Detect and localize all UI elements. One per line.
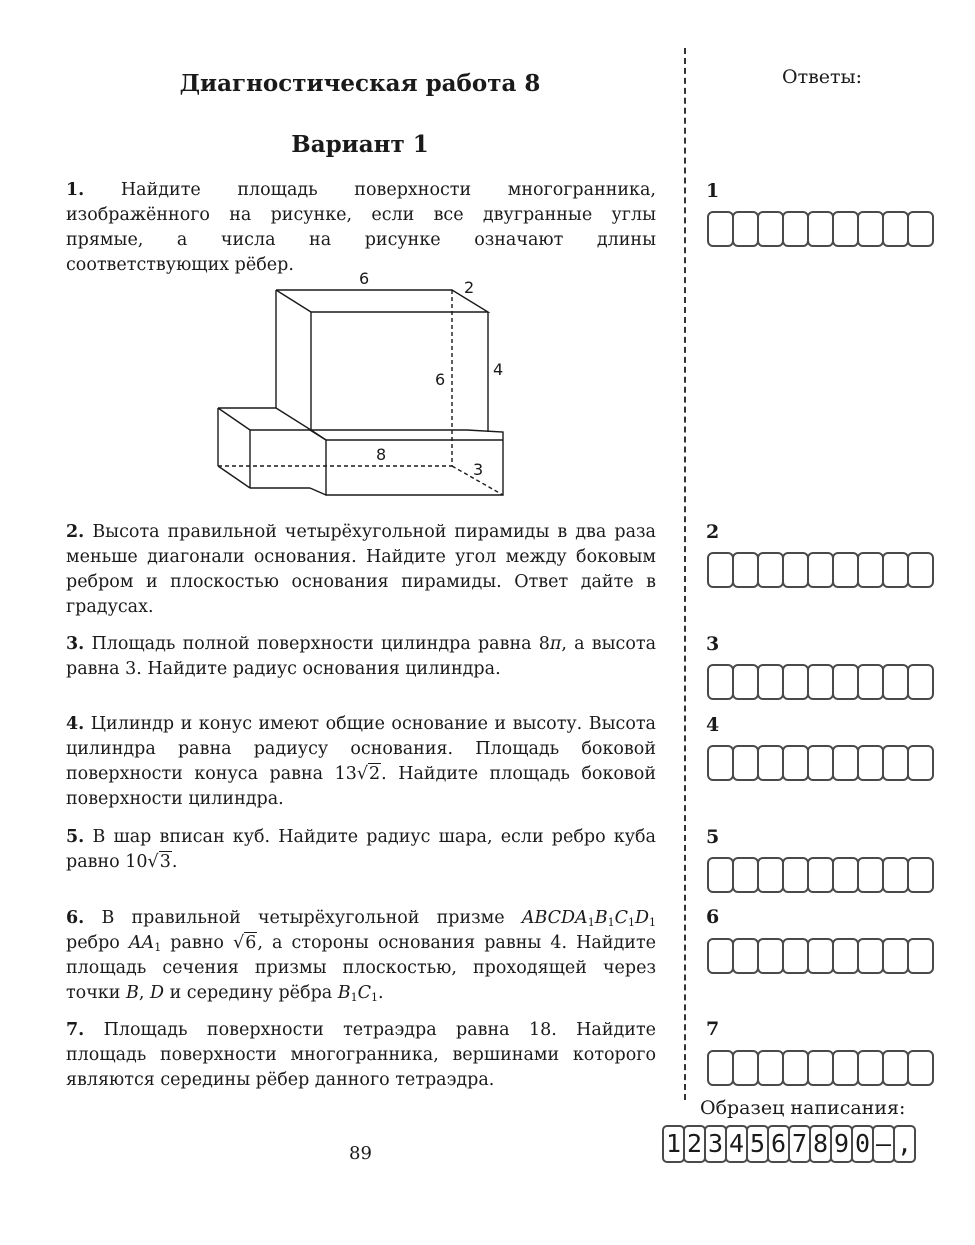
task-number: 4. — [66, 714, 85, 734]
edge-label: 8 — [376, 445, 387, 464]
math-sub: 1 — [154, 941, 162, 954]
answer-cell[interactable] — [857, 938, 884, 974]
math-sub: 1 — [607, 916, 615, 929]
math-sub: 1 — [371, 991, 379, 1004]
task-text: , а стороны основания равны 4. Найдите площадь сечения призмы плоскостью, проходящей через точки — [66, 933, 656, 1003]
math: B — [337, 983, 351, 1003]
answer-boxes-3[interactable] — [707, 664, 932, 700]
answer-cell[interactable] — [882, 211, 909, 247]
task-text: . — [378, 983, 384, 1003]
answer-cell[interactable] — [732, 664, 759, 700]
task-7 — [66, 1018, 656, 1093]
math-sub: 1 — [649, 916, 656, 929]
polyhedron-figure — [210, 262, 510, 502]
answer-cell[interactable] — [757, 211, 784, 247]
answer-boxes-5[interactable] — [707, 857, 932, 893]
sample-glyph: 0 — [851, 1125, 874, 1163]
variant-title: Вариант 1 — [291, 131, 429, 158]
sample-glyph: 6 — [767, 1125, 790, 1163]
answer-cell[interactable] — [907, 745, 934, 781]
sample-glyphs — [662, 1125, 914, 1163]
sample-glyph: 9 — [830, 1125, 853, 1163]
sample-glyph: , — [893, 1125, 916, 1163]
task-text: , а высота равна 3. Найдите радиус основания цилиндра. — [66, 634, 657, 679]
radicand: 6 — [245, 933, 257, 953]
answer-cell[interactable] — [807, 552, 834, 588]
answer-label-7: 7 — [706, 1018, 720, 1040]
answer-cell[interactable] — [782, 664, 809, 700]
answer-cell[interactable] — [757, 938, 784, 974]
task-number: 5. — [66, 827, 85, 847]
answer-label-6: 6 — [706, 906, 720, 928]
task-text: . Найдите площадь боковой поверхности цилиндра. — [66, 764, 656, 809]
answer-cell[interactable] — [732, 745, 759, 781]
answer-cell[interactable] — [857, 857, 884, 893]
math: C — [614, 908, 628, 928]
answer-cell[interactable] — [832, 857, 859, 893]
task-text: Цилиндр и конус имеют общие основание и высоту. Высота цилиндра равна радиусу основания. Площадь боковой поверхности конуса равна 13 — [66, 714, 656, 784]
answer-cell[interactable] — [707, 1050, 734, 1086]
answer-cell[interactable] — [707, 857, 734, 893]
answer-cell[interactable] — [707, 552, 734, 588]
answer-cell[interactable] — [757, 1050, 784, 1086]
sample-glyph: 1 — [662, 1125, 685, 1163]
answer-cell[interactable] — [782, 938, 809, 974]
page-title: Диагностическая работа 8 — [179, 70, 541, 97]
answer-cell[interactable] — [707, 664, 734, 700]
answer-cell[interactable] — [882, 1050, 909, 1086]
task-number: 3. — [66, 634, 85, 654]
pi-symbol: π — [549, 634, 562, 654]
task-text: Найдите площадь поверхности многогранника, изображённого на рисунке, если все двугранные углы прямые, а числа на рисунке означают длины соответствующих рёбер. — [66, 180, 656, 275]
answer-cell[interactable] — [857, 1050, 884, 1086]
task-text: В шар вписан куб. Найдите радиус шара, если ребро куба равно 10 — [66, 827, 656, 872]
task-number: 2. — [66, 522, 85, 542]
answer-boxes-4[interactable] — [707, 745, 932, 781]
answer-cell[interactable] — [832, 745, 859, 781]
answer-cell[interactable] — [757, 552, 784, 588]
task-4 — [66, 712, 656, 812]
answer-label-3: 3 — [706, 633, 720, 655]
task-text: ребро — [66, 933, 129, 953]
edge-label: 4 — [493, 360, 504, 379]
answer-cell[interactable] — [782, 211, 809, 247]
answer-cell[interactable] — [757, 745, 784, 781]
task-number: 1. — [66, 180, 85, 200]
sample-glyph: – — [872, 1125, 895, 1163]
answer-cell[interactable] — [882, 664, 909, 700]
edge-label: 6 — [435, 370, 446, 389]
answer-boxes-7[interactable] — [707, 1050, 932, 1086]
answer-cell[interactable] — [807, 857, 834, 893]
answer-cell[interactable] — [732, 938, 759, 974]
answer-cell[interactable] — [907, 938, 934, 974]
answer-cell[interactable] — [832, 664, 859, 700]
sqrt: √6 — [233, 933, 257, 953]
answer-cell[interactable] — [832, 552, 859, 588]
answer-cell[interactable] — [857, 211, 884, 247]
task-text: Площадь поверхности тетраэдра равна 18. Найдите площадь поверхности многогранника, вершинами которого являются середины рёбер данного тетраэдра. — [66, 1020, 656, 1090]
answer-cell[interactable] — [857, 745, 884, 781]
answer-cell[interactable] — [832, 938, 859, 974]
answer-cell[interactable] — [832, 1050, 859, 1086]
task-text: и середину рёбра — [164, 983, 338, 1003]
answers-heading: Ответы: — [782, 66, 863, 88]
answer-cell[interactable] — [857, 664, 884, 700]
answer-cell[interactable] — [707, 938, 734, 974]
answer-cell[interactable] — [732, 857, 759, 893]
answer-label-1: 1 — [706, 180, 720, 202]
sqrt: √3 — [147, 852, 171, 872]
answer-cell[interactable] — [732, 1050, 759, 1086]
answer-cell[interactable] — [882, 938, 909, 974]
task-number: 7. — [66, 1020, 85, 1040]
answer-cell[interactable] — [757, 857, 784, 893]
answer-cell[interactable] — [732, 211, 759, 247]
math-sub: 1 — [587, 916, 595, 929]
task-5 — [66, 825, 656, 875]
dashed-divider — [684, 48, 686, 1100]
math: C — [357, 983, 372, 1003]
edge-label: 3 — [473, 460, 484, 479]
page-number: 89 — [349, 1143, 372, 1164]
answer-cell[interactable] — [782, 857, 809, 893]
answer-cell[interactable] — [907, 857, 934, 893]
edge — [218, 466, 250, 488]
math-sub: 1 — [627, 916, 635, 929]
answer-cell[interactable] — [707, 211, 734, 247]
answer-cell[interactable] — [807, 745, 834, 781]
answer-boxes-6[interactable] — [707, 938, 932, 974]
task-text: Площадь полной поверхности цилиндра равна 8 — [91, 634, 550, 654]
answer-cell[interactable] — [832, 211, 859, 247]
answer-cell[interactable] — [707, 745, 734, 781]
edge-label: 2 — [464, 278, 475, 297]
sample-label: Образец написания: — [700, 1097, 906, 1119]
task-text: В правильной четырёхугольной призме — [101, 908, 522, 928]
edge — [311, 430, 326, 440]
edge — [310, 488, 326, 495]
sample-glyph: 2 — [683, 1125, 706, 1163]
task-3 — [66, 632, 656, 682]
task-2 — [66, 520, 656, 620]
math: D — [149, 983, 164, 1003]
answer-cell[interactable] — [807, 664, 834, 700]
task-text: . — [171, 852, 178, 872]
sample-glyph: 5 — [746, 1125, 769, 1163]
edge-label: 6 — [359, 269, 370, 288]
math: AA — [128, 933, 155, 953]
task-text: равно — [161, 933, 234, 953]
answer-boxes-1[interactable] — [707, 211, 932, 247]
math-sub: 1 — [350, 991, 358, 1004]
answer-cell[interactable] — [782, 745, 809, 781]
sqrt: √2 — [356, 764, 381, 784]
edge-top-face — [276, 290, 488, 312]
answer-boxes-2[interactable] — [707, 552, 932, 588]
answer-cell[interactable] — [757, 664, 784, 700]
answer-cell[interactable] — [907, 664, 934, 700]
math: B — [594, 908, 608, 928]
answer-cell[interactable] — [882, 857, 909, 893]
sample-glyph: 3 — [704, 1125, 727, 1163]
answer-cell[interactable] — [907, 552, 934, 588]
answer-label-2: 2 — [706, 521, 720, 543]
answer-cell[interactable] — [807, 211, 834, 247]
radicand: 3 — [159, 852, 171, 872]
radicand: 2 — [369, 764, 381, 784]
answer-label-5: 5 — [706, 826, 720, 848]
answer-cell[interactable] — [782, 1050, 809, 1086]
answer-cell[interactable] — [882, 552, 909, 588]
answer-cell[interactable] — [782, 552, 809, 588]
sample-glyph: 7 — [788, 1125, 811, 1163]
sample-glyph: 8 — [809, 1125, 832, 1163]
task-number: 6. — [66, 908, 85, 928]
answer-cell[interactable] — [882, 745, 909, 781]
task-text: Высота правильной четырёхугольной пирамиды в два раза меньше диагонали основания. Найдите угол между боковым ребром и плоскостью основания пирамиды. Ответ дайте в градусах. — [66, 522, 656, 617]
answer-cell[interactable] — [907, 211, 934, 247]
answer-cell[interactable] — [807, 1050, 834, 1086]
answer-label-4: 4 — [706, 714, 720, 736]
answer-cell[interactable] — [907, 1050, 934, 1086]
answer-cell[interactable] — [807, 938, 834, 974]
math: B — [125, 983, 139, 1003]
math: D — [634, 908, 649, 928]
answer-cell[interactable] — [857, 552, 884, 588]
answer-cell[interactable] — [732, 552, 759, 588]
task-text: , — [138, 983, 150, 1003]
task-6 — [66, 906, 656, 1006]
math: ABCDA — [521, 908, 588, 928]
sample-glyph: 4 — [725, 1125, 748, 1163]
edge-small-top — [218, 408, 311, 430]
